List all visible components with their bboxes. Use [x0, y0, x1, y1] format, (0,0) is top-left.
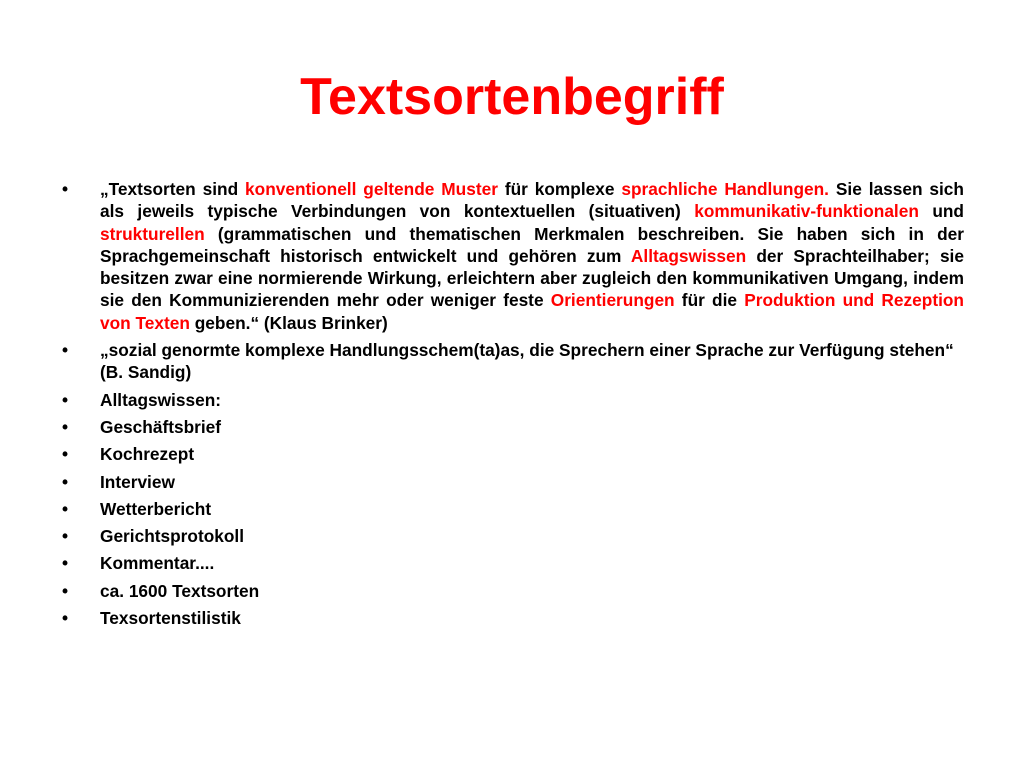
list-item-example	[62, 525, 964, 547]
quote-text	[100, 179, 964, 333]
bullet-icon: •	[62, 580, 69, 601]
highlight-term: sprachliche Handlungen.	[621, 179, 829, 199]
quote-part: und	[918, 201, 964, 222]
list-item-alltagswissen	[62, 389, 964, 411]
list-item-example	[62, 416, 964, 438]
highlight-term: Orientierungen	[550, 290, 675, 311]
bullet-icon: •	[62, 526, 69, 547]
list-item-example	[62, 443, 964, 465]
quote-part: für komplexe	[497, 179, 622, 199]
example-text: Gerichtsprotokoll	[100, 526, 245, 547]
stilistik-text: Texsortenstilistik	[100, 608, 241, 629]
bullet-list	[62, 178, 964, 634]
example-text: Kommentar....	[100, 553, 215, 574]
bullet-icon: •	[62, 444, 69, 465]
quote-part: geben.“ (Klaus Brinker)	[189, 312, 388, 333]
alltagswissen-label: Alltagswissen:	[100, 389, 222, 410]
bullet-icon: •	[62, 608, 69, 629]
list-item-stilistik	[62, 607, 964, 629]
count-text: ca. 1600 Textsorten	[100, 580, 260, 601]
highlight-term: kommunikativ-funktionalen	[694, 201, 919, 222]
bullet-icon: •	[62, 498, 69, 519]
list-item-example	[62, 471, 964, 493]
quote-text: „sozial genormte komplexe Handlungsschem(ta)as, die Sprechern einer Sprache zur Verfügung stehen“ (B. Sandig)	[100, 340, 954, 383]
quote-part: der Sprachteilhaber; sie besitzen zwar eine normierende Wirkung, erleichtern aber zugleich den kommunikativen Umgang, indem sie den Kommunizierenden mehr oder weniger feste	[100, 245, 964, 311]
example-text: Kochrezept	[100, 444, 195, 465]
list-item-quote-brinker	[62, 178, 964, 334]
bullet-icon: •	[62, 340, 69, 361]
bullet-icon: •	[62, 179, 69, 199]
bullet-icon: •	[62, 553, 69, 574]
bullet-icon: •	[62, 471, 69, 492]
highlight-term: Alltagswissen	[630, 245, 747, 266]
highlight-term: strukturellen	[100, 223, 205, 244]
slide-title: Textsortenbegriff	[300, 68, 724, 126]
example-text: Interview	[100, 471, 175, 492]
list-item-example	[62, 498, 964, 520]
quote-part: für die	[674, 290, 745, 311]
quote-part: Sie lassen sich als jeweils typische Verbindungen von kontextuellen (situativen)	[100, 179, 964, 222]
list-item-count	[62, 580, 964, 602]
list-item-quote-sandig	[62, 339, 964, 384]
quote-part: „Textsorten sind	[100, 179, 246, 199]
example-text: Wetterbericht	[100, 498, 212, 519]
list-item-example	[62, 552, 964, 574]
highlight-term: Produktion und Rezeption von Texten	[100, 290, 964, 333]
quote-part: (grammatischen und thematischen Merkmalen beschreiben. Sie haben sich in der Sprachgemeinschaft historisch entwickelt und gehören zum	[100, 223, 964, 266]
bullet-icon: •	[62, 389, 69, 410]
highlight-term: konventionell geltende Muster	[245, 179, 498, 199]
example-text: Geschäftsbrief	[100, 416, 222, 437]
bullet-icon: •	[62, 416, 69, 437]
